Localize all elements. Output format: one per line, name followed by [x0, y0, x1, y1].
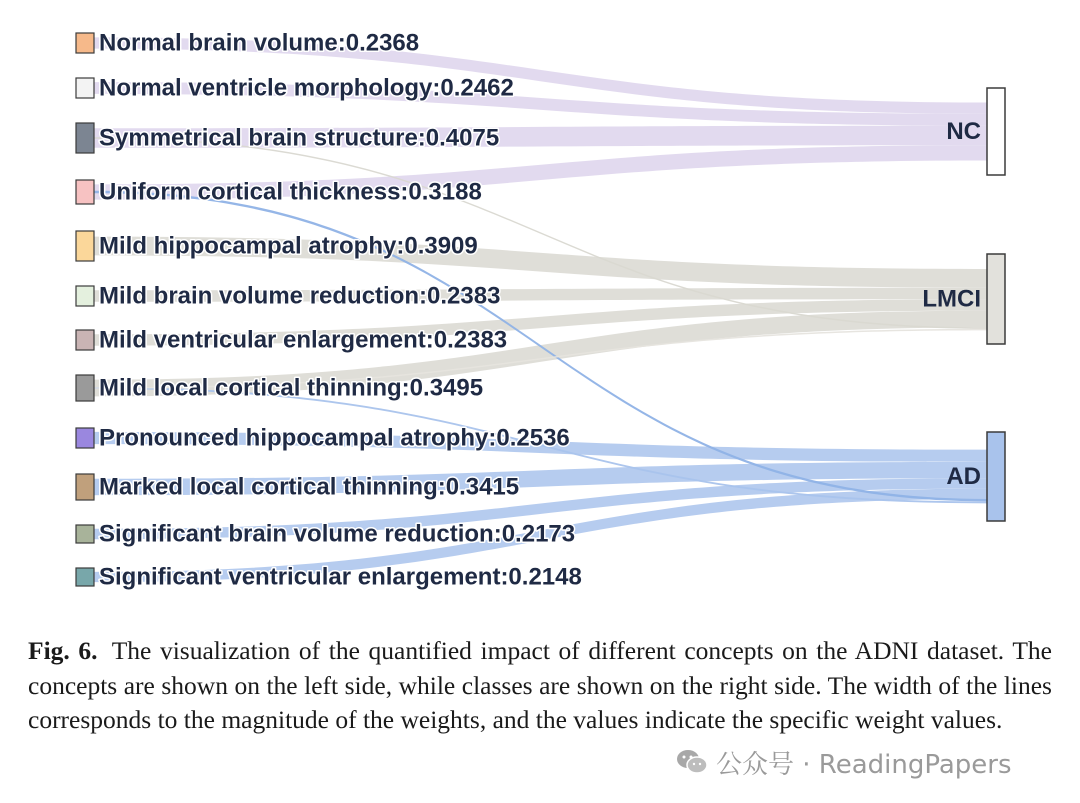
concept-label-significant-brain-volume-reduction: Significant brain volume reduction:0.2173	[99, 520, 576, 548]
concept-label-marked-local-cortical-thinning: Marked local cortical thinning:0.3415	[99, 473, 520, 501]
concept-node-uniform-cortical-thickness	[76, 180, 94, 204]
class-label-ad: AD	[946, 463, 981, 490]
figure-number: Fig. 6.	[28, 636, 98, 665]
concept-node-significant-brain-volume-reduction	[76, 525, 94, 543]
concept-node-normal-ventricle-morphology	[76, 78, 94, 98]
concept-label-mild-local-cortical-thinning: Mild local cortical thinning:0.3495	[99, 374, 484, 402]
concept-node-normal-brain-volume	[76, 33, 94, 53]
concept-node-mild-brain-volume-reduction	[76, 286, 94, 306]
concept-label-uniform-cortical-thickness: Uniform cortical thickness:0.3188	[99, 178, 482, 206]
watermark	[672, 742, 1012, 782]
concept-label-significant-ventricular-enlargement: Significant ventricular enlargement:0.2148	[99, 563, 582, 591]
concept-node-mild-local-cortical-thinning	[76, 375, 94, 401]
concept-node-mild-hippocampal-atrophy	[76, 231, 94, 261]
class-node-nc	[987, 88, 1005, 175]
concept-node-significant-ventricular-enlargement	[76, 568, 94, 586]
class-label-lmci: LMCI	[922, 285, 981, 313]
figure-caption	[28, 634, 1052, 738]
caption-text: The visualization of the quantified impact of different concepts on the ADNI dataset. The concepts are shown on the left side, while classes are shown on the right side. The width of the lines corresponds to the magnitude of the weights, and the values indicate the specific weight values.	[28, 636, 1052, 734]
concept-node-symmetrical-brain-structure	[76, 123, 94, 153]
concept-node-marked-local-cortical-thinning	[76, 474, 94, 500]
concept-node-pronounced-hippocampal-atrophy	[76, 428, 94, 448]
wechat-icon	[676, 748, 708, 776]
concept-label-symmetrical-brain-structure: Symmetrical brain structure:0.4075	[99, 124, 500, 152]
concept-label-mild-hippocampal-atrophy: Mild hippocampal atrophy:0.3909	[99, 232, 478, 260]
concept-label-mild-ventricular-enlargement: Mild ventricular enlargement:0.2383	[99, 326, 508, 354]
concept-node-mild-ventricular-enlargement	[76, 330, 94, 350]
concept-label-normal-ventricle-morphology: Normal ventricle morphology:0.2462	[99, 74, 514, 102]
concept-label-normal-brain-volume: Normal brain volume:0.2368	[99, 29, 420, 57]
concept-label-pronounced-hippocampal-atrophy: Pronounced hippocampal atrophy:0.2536	[99, 424, 570, 452]
class-label-nc: NC	[946, 118, 981, 145]
class-node-lmci	[987, 254, 1005, 344]
class-node-ad	[987, 432, 1005, 521]
watermark-text: 公众号 · ReadingPapers	[716, 749, 1012, 780]
concept-label-mild-brain-volume-reduction: Mild brain volume reduction:0.2383	[99, 282, 501, 310]
